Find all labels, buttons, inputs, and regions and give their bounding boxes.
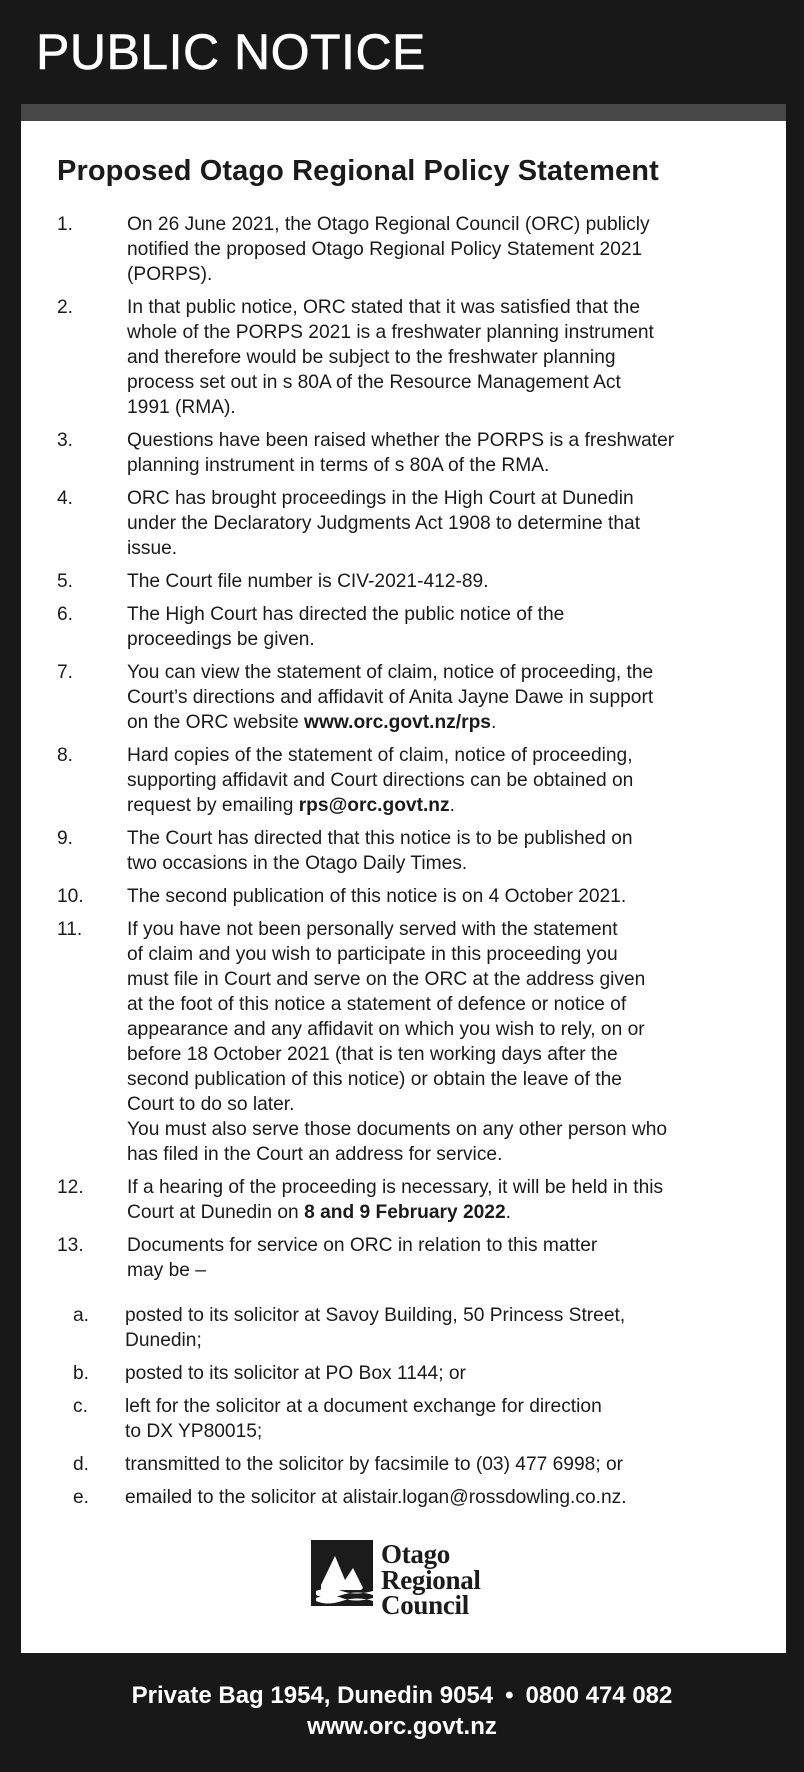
footer-address: Private Bag 1954, Dunedin 9054 xyxy=(131,1682,494,1709)
item-text: The High Court has directed the public notice of the proceedings be given. xyxy=(127,604,565,650)
bullet-separator-icon: • xyxy=(505,1682,514,1709)
footer-phone[interactable]: 0800 474 082 xyxy=(525,1682,673,1709)
list-item xyxy=(57,428,757,478)
item-text: If a hearing of the proceeding is necessary, it will be held in this Court at Dunedin on xyxy=(127,1177,664,1223)
item-number: 13. xyxy=(57,1235,84,1256)
website-link[interactable]: www.orc.govt.nz/rps xyxy=(304,712,491,733)
list-item xyxy=(57,660,757,735)
header-divider-bar xyxy=(21,104,786,121)
footer-website[interactable]: www.orc.govt.nz xyxy=(307,1713,497,1740)
list-item xyxy=(57,569,757,594)
list-item xyxy=(57,1233,757,1283)
item-number: 6. xyxy=(57,604,74,625)
item-number: 9. xyxy=(57,828,74,849)
sub-item-letter: d. xyxy=(73,1454,90,1475)
list-item xyxy=(57,826,757,876)
list-item xyxy=(57,1175,757,1225)
sub-item-text: emailed to the solicitor at alistair.logan@rossdowling.co.nz. xyxy=(125,1487,627,1508)
item-number: 7. xyxy=(57,662,74,683)
item-text-end: . xyxy=(505,1202,511,1223)
sub-item-text: transmitted to the solicitor by facsimile to (03) 477 6998; or xyxy=(125,1454,624,1475)
footer xyxy=(0,1680,804,1742)
logo-line: Otago xyxy=(381,1539,450,1569)
sub-list-item xyxy=(57,1361,757,1386)
item-text: The Court file number is CIV-2021-412-89. xyxy=(127,571,489,592)
item-text: Documents for service on ORC in relation to this matter may be – xyxy=(127,1235,598,1281)
sub-item-text: posted to its solicitor at Savoy Building, 50 Princess Street, Dunedin; xyxy=(125,1305,626,1351)
item-text: ORC has brought proceedings in the High Court at Dunedin under the Declaratory Judgments Act 1908 to determine that issue. xyxy=(127,488,641,559)
list-item xyxy=(57,486,757,561)
item-number: 10. xyxy=(57,886,84,907)
logo-wordmark xyxy=(381,1539,481,1620)
item-number: 4. xyxy=(57,488,74,509)
mountains-river-logo-icon xyxy=(311,1540,373,1606)
sub-list-item xyxy=(57,1394,757,1444)
sub-list-item xyxy=(57,1303,757,1353)
service-methods-list xyxy=(57,1303,757,1510)
sub-item-letter: b. xyxy=(73,1363,90,1384)
sub-list-item xyxy=(57,1452,757,1477)
list-item xyxy=(57,884,757,909)
hearing-dates: 8 and 9 February 2022 xyxy=(304,1202,506,1223)
list-item xyxy=(57,212,757,287)
sub-item-letter: c. xyxy=(73,1396,88,1417)
notice-heading: Proposed Otago Regional Policy Statement xyxy=(57,155,659,187)
logo-line: Council xyxy=(381,1590,469,1620)
item-number: 3. xyxy=(57,430,74,451)
item-text: Hard copies of the statement of claim, notice of proceeding, supporting affidavit and Court directions can be obtained on request by emailing xyxy=(127,745,634,816)
orc-logo xyxy=(311,1540,511,1630)
logo-line: Regional xyxy=(381,1564,481,1595)
item-text: In that public notice, ORC stated that it was satisfied that the whole of the PORPS 2021 is a freshwater planning instrument and therefore would be subject to the freshwater planning process set out in s 80A of the Resource Management Act 1991 (RMA). xyxy=(127,297,654,418)
item-text: If you have not been personally served with the statement of claim and you wish to participate in this proceeding you must file in Court and serve on the ORC at the address given at the foot of this notice a statement of defence or notice of appearance and any affidavit on which you wish to rely, on or before 18 October 2021 (that is ten working days after the second publication of this notice) or obtain the leave of the Court to do so later. You must also serve those documents on any other person who has filed in the Court an address for service. xyxy=(127,919,668,1165)
item-number: 5. xyxy=(57,571,74,592)
notice-list xyxy=(57,212,757,1518)
sub-item-text: left for the solicitor at a document exchange for direction to DX YP80015; xyxy=(125,1396,602,1442)
sub-list-item xyxy=(57,1485,757,1510)
item-text-end: . xyxy=(490,712,497,733)
item-number: 11. xyxy=(57,919,83,940)
notice-panel xyxy=(21,121,786,1653)
item-text: The second publication of this notice is on 4 October 2021. xyxy=(127,886,627,907)
list-item xyxy=(57,295,757,420)
item-text: You can view the statement of claim, notice of proceeding, the Court’s directions and affidavit of Anita Jayne Dawe in support on the ORC website xyxy=(127,662,654,733)
item-number: 2. xyxy=(57,297,74,318)
item-text: The Court has directed that this notice is to be published on two occasions in the Otago Daily Times. xyxy=(127,828,633,874)
footer-contact-line xyxy=(0,1680,804,1712)
sub-item-text: posted to its solicitor at PO Box 1144; or xyxy=(125,1363,466,1384)
item-text-end: . xyxy=(449,795,455,816)
email-link[interactable]: rps@orc.govt.nz xyxy=(298,795,450,816)
list-item xyxy=(57,743,757,818)
item-number: 1. xyxy=(57,214,74,235)
sub-item-letter: e. xyxy=(73,1487,90,1508)
list-item xyxy=(57,917,757,1167)
item-number: 12. xyxy=(57,1177,84,1198)
item-text: Questions have been raised whether the PORPS is a freshwater planning instrument in terms of s 80A of the RMA. xyxy=(127,430,675,476)
item-text: On 26 June 2021, the Otago Regional Council (ORC) publicly notified the proposed Otago Regional Policy Statement 2021 (PORPS). xyxy=(127,214,650,285)
item-number: 8. xyxy=(57,745,74,766)
sub-item-letter: a. xyxy=(73,1305,90,1326)
list-item xyxy=(57,602,757,652)
page-title: PUBLIC NOTICE xyxy=(36,24,426,80)
